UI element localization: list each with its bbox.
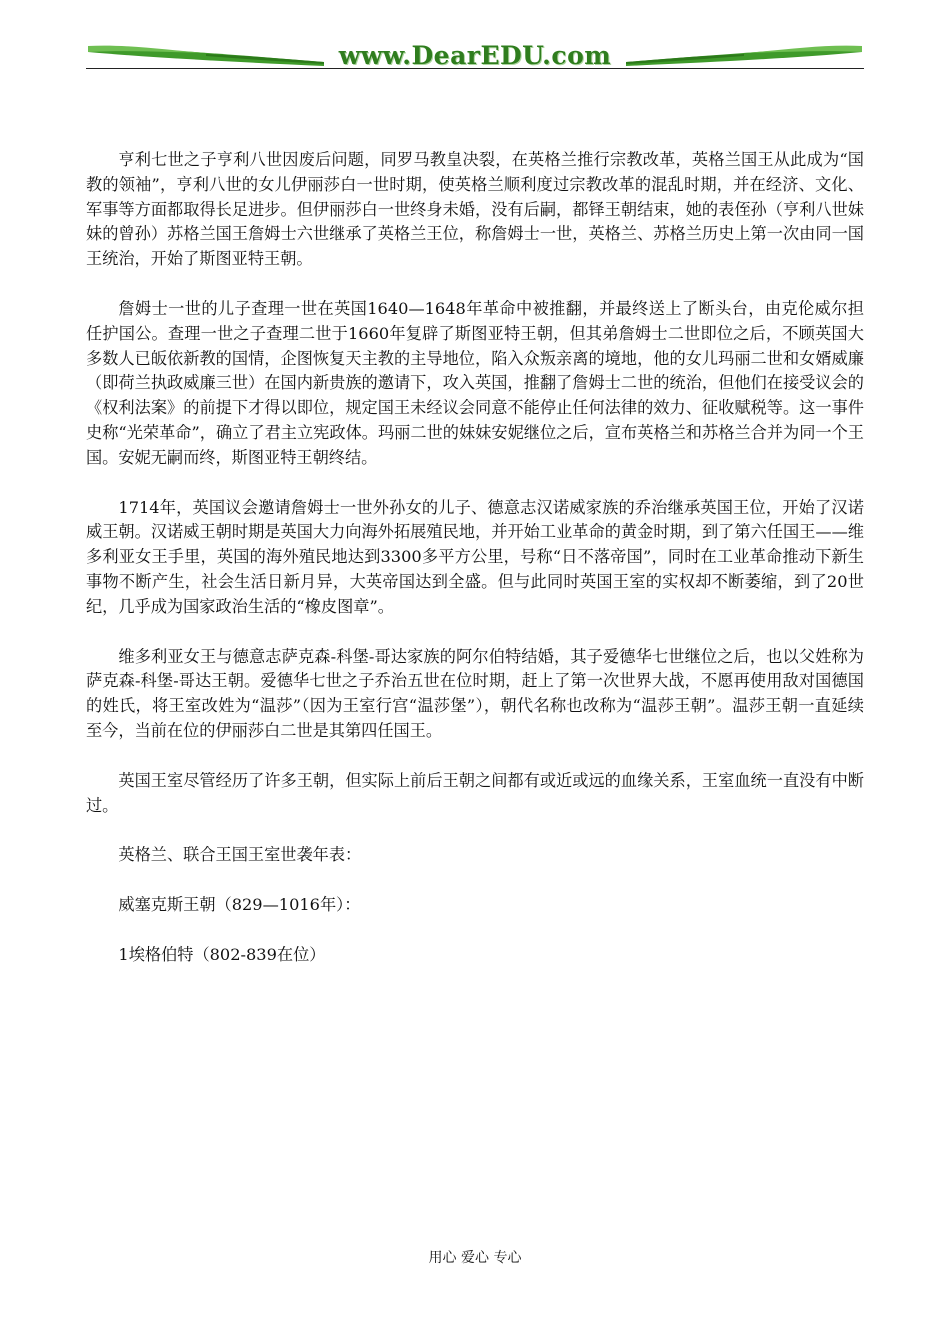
page-footer: 用心 爱心 专心 (428, 1250, 522, 1266)
paragraph: 英格兰、联合王国王室世袭年表： (118, 845, 362, 865)
paragraph: 1714年，英国议会邀请詹姆士一世外孙女的儿子、德意志汉诺威家族的乔治继承英国王位，开始了汉诺威王朝。汉诺威王朝时期是英国大力向海外拓展殖民地，并开始工业革命的黄金时期，到了第六任国王——维多利亚女王手里，英国的海外殖民地达到3300多平方公里，号称“日不落帝国”，同时在工业革命推动下新生事物不断产生，社会生活日新月异，大英帝国达到全盛。但与此同时英国王室的实权却不断萎缩，到了20世纪，几乎成为国家政治生活的“橡皮图章”。 (86, 497, 864, 616)
paragraph: 维多利亚女王与德意志萨克森-科堡-哥达家族的阿尔伯特结婚，其子爱德华七世继位之后，也以父姓称为萨克森-科堡-哥达王朝。爱德华七世之子乔治五世在位时期，赶上了第一次世界大战，不愿再使用敌对国德国的姓氏，将王室改姓为“温莎”（因为王室行宫“温莎堡”），朝代名称也改称为“温莎王朝”。温莎王朝一直延续至今，当前在位的伊丽莎白二世是其第四任国王。 (86, 646, 864, 740)
site-title[interactable]: www.DearEDU.com (338, 41, 612, 70)
paragraph: 1埃格伯特（802-839在位） (118, 944, 326, 964)
article-body (86, 148, 864, 993)
paragraph: 亨利七世之子亨利八世因废后问题，同罗马教皇决裂，在英格兰推行宗教改革，英格兰国王从此成为“国教的领袖”，亨利八世的女儿伊丽莎白一世时期，使英格兰顺利度过宗教改革的混乱时期，并在经济、文化、军事等方面都取得长足进步。但伊丽莎白一世终身未婚，没有后嗣，都铎王朝结束，她的表侄孙（亨利八世妹妹的曾孙）苏格兰国王詹姆士六世继承了英格兰王位，称詹姆士一世，英格兰、苏格兰历史上第一次由同一国王统治，开始了斯图亚特王朝。 (86, 150, 864, 269)
paragraph: 威塞克斯王朝（829—1016年）： (118, 895, 361, 915)
site-header (86, 36, 864, 72)
header-divider (86, 68, 864, 69)
paragraph: 詹姆士一世的儿子查理一世在英国1640—1648年革命中被推翻，并最终送上了断头台，由克伦威尔担任护国公。查理一世之子查理二世于1660年复辟了斯图亚特王朝，但其弟詹姆士二世即位之后，不顾英国大多数人已皈依新教的国情，企图恢复天主教的主导地位，陷入众叛亲离的境地，他的女儿玛丽二世和女婿威廉（即荷兰执政威廉三世）在国内新贵族的邀请下，攻入英国，推翻了詹姆士二世的统治，但他们在接受议会的《权利法案》的前提下才得以即位，规定国王未经议会同意不能停止任何法律的效力、征收赋税等。这一事件史称“光荣革命”，确立了君主立宪政体。玛丽二世的妹妹安妮继位之后，宣布英格兰和苏格兰合并为同一个王国。安妮无嗣而终，斯图亚特王朝终结。 (86, 298, 864, 467)
paragraph: 英国王室尽管经历了许多王朝，但实际上前后王朝之间都有或近或远的血缘关系，王室血统一直没有中断过。 (86, 770, 864, 815)
